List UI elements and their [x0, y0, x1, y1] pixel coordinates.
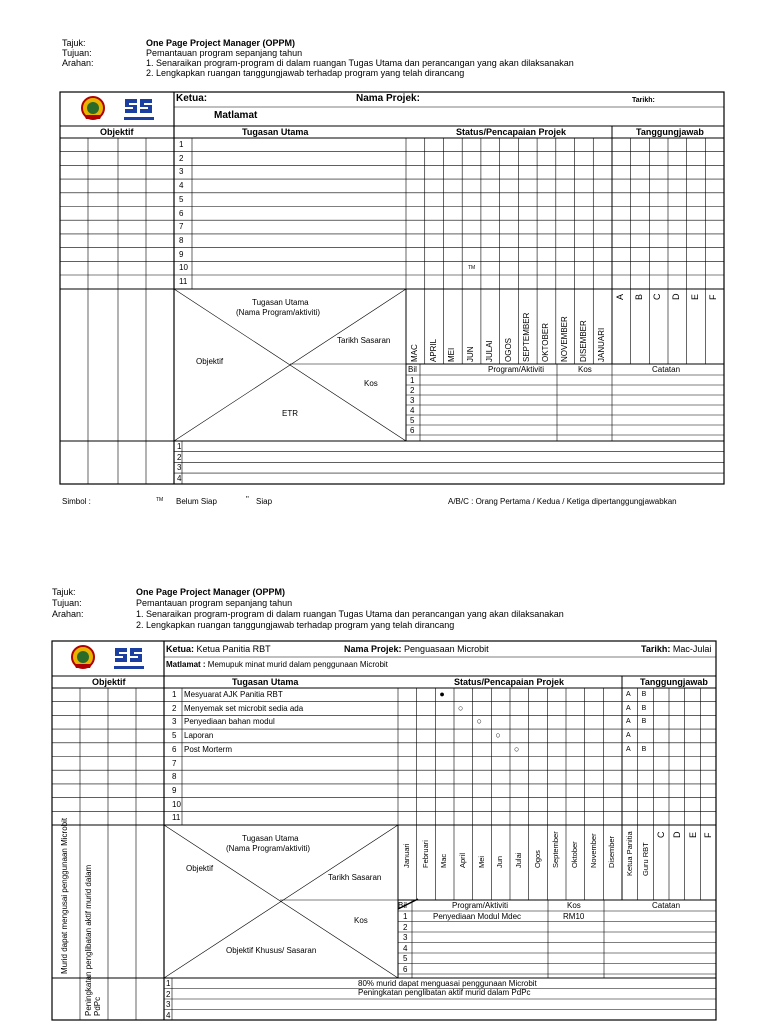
task-number: 11 [172, 813, 181, 823]
objektif-vertical-1: Murid dapat mengusai penggunaan Microbit [60, 817, 69, 974]
tujuan-label: Tujuan: [62, 48, 92, 58]
arahan-label: Arahan: [52, 609, 84, 619]
month-september: SEPTEMBER [522, 312, 532, 362]
month-april: April [458, 852, 467, 868]
tajuk-value: One Page Project Manager (OPPM) [146, 38, 296, 48]
bil-number: 6 [403, 964, 408, 974]
diagram-objektif-khusus: Objektif Khusus/ Sasaran [226, 946, 317, 955]
resp-letter-e: E [687, 831, 698, 838]
resp-person: Guru RBT [640, 842, 650, 876]
bottom-number: 3 [166, 1000, 171, 1009]
resp-letter-c: C [656, 831, 667, 838]
diagram-tarikh-sasaran: Tarikh Sasaran [337, 336, 391, 345]
matlamat-row [166, 660, 388, 670]
task-number: 6 [179, 208, 184, 218]
task-name: Menyemak set microbit sedia ada [184, 703, 304, 713]
progress-mark: ● [439, 689, 445, 699]
task-number: 9 [179, 249, 184, 259]
month-ogos: OGOS [503, 337, 513, 362]
matlamat-label: Matlamat : [166, 660, 206, 669]
task-number: 3 [172, 717, 177, 727]
ketua-row [166, 644, 271, 654]
arahan-line-1: 1. Senaraikan program-program di dalam ruangan Tugas Utama dan perancangan yang akan dilaksanakan [136, 609, 564, 619]
resp-letter-b: B [633, 293, 644, 300]
task-responsible: A [626, 732, 631, 740]
abc-legend: A/B/C : Orang Pertama / Kedua / Ketiga dipertanggungjawabkan [448, 497, 677, 506]
task-name: Penyediaan bahan modul [184, 717, 275, 727]
school-crest-icon [70, 644, 96, 670]
tujuan-label: Tujuan: [52, 598, 82, 608]
bil-number: 4 [410, 406, 415, 415]
matlamat-label: Matlamat [214, 110, 258, 121]
kos-row-1: RM10 [563, 912, 585, 921]
task-number: 7 [172, 758, 177, 768]
bil-number: 2 [410, 386, 415, 395]
bil-number: 3 [403, 933, 408, 942]
objektif-vertical-2: Peningkatan penglibatan aktif murid dalam PdPc [84, 864, 102, 1016]
bil-number: 5 [410, 416, 415, 425]
diagram-subtitle: (Nama Program/aktiviti) [236, 308, 321, 317]
bottom-number: 3 [177, 463, 182, 473]
progress-mark: ○ [514, 743, 520, 754]
task-number: 7 [179, 222, 184, 232]
arahan-label: Arahan: [62, 58, 94, 68]
month-april: APRIL [428, 338, 438, 362]
task-number: 1 [179, 140, 184, 149]
status-header: Status/Pencapaian Projek [456, 127, 567, 137]
resp-letter-a: A [615, 293, 625, 300]
kos-header: Kos [567, 901, 581, 910]
bottom-number: 1 [166, 979, 171, 988]
ketua-label: Ketua: [166, 644, 195, 654]
task-responsible: A [626, 745, 631, 753]
diagram-title: Tugasan Utama [252, 298, 309, 307]
bil-number: 2 [403, 922, 408, 932]
task-number: 8 [179, 235, 184, 245]
task-number: 8 [172, 772, 177, 782]
month-jun: Jun [495, 855, 505, 868]
task-number: 10 [179, 263, 188, 273]
task-responsible: B [641, 718, 647, 726]
status-header: Status/Pencapaian Projek [454, 677, 565, 687]
arahan-line-1: 1. Senaraikan program-program di dalam ruangan Tugas Utama dan perancangan yang akan dilaksanakan [146, 58, 574, 68]
resp-letter-f: F [708, 294, 719, 300]
month-mei: Mei [476, 855, 486, 868]
month-julai: JULAI [484, 340, 494, 362]
task-number: 3 [179, 167, 184, 177]
month-disember: Disember [607, 835, 617, 868]
nama-projek-value: Penguasaan Microbit [404, 644, 489, 654]
program-row-1: Penyediaan Modul Mdec [433, 912, 522, 921]
catatan-header: Catatan [652, 901, 681, 910]
task-number: 9 [172, 785, 177, 795]
task-number: 1 [172, 690, 177, 699]
diagram-subtitle: (Nama Program/aktiviti) [226, 844, 311, 853]
task-name: Mesyuarat AJK Panitia RBT [184, 690, 283, 699]
task-responsible: B [641, 691, 647, 698]
diagram-tarikh-sasaran: Tarikh Sasaran [328, 873, 382, 882]
month-oktober: Oktober [570, 841, 579, 868]
diagram-etr: ETR [282, 409, 298, 418]
bottom-number: 4 [177, 474, 182, 484]
month-september: September [551, 831, 561, 868]
ketua-value: Ketua Panitia RBT [196, 644, 271, 654]
matlamat-value: Memupuk minat murid dalam penggunaan Microbit [207, 660, 388, 669]
catatan-header: Catatan [652, 365, 681, 374]
month-mac: MAC [410, 344, 419, 362]
bil-number: 1 [410, 376, 415, 385]
progress-mark: ○ [476, 716, 483, 727]
month-mei: MEI [447, 347, 457, 362]
ministry-logo-icon [112, 644, 146, 670]
resp-letter-e: E [689, 293, 700, 300]
diagram-objektif: Objektif [186, 864, 214, 873]
month-julai: Julai [514, 852, 523, 868]
diagram-kos: Kos [354, 916, 368, 925]
task-name: Laporan [184, 731, 214, 741]
resp-letter-d: D [671, 293, 681, 300]
tajuk-label: Tajuk: [62, 38, 86, 48]
siap-label: Siap [256, 497, 273, 506]
task-responsible: A [626, 691, 631, 698]
task-number: 2 [172, 703, 177, 713]
bottom-number: 4 [166, 1010, 171, 1020]
bottom-text-2: Peningkatan penglibatan aktif murid dalam PdPc [358, 988, 531, 997]
tujuan-value: Pemantauan program sepanjang tahun [136, 598, 293, 608]
belum-siap-symbol: TM [156, 497, 164, 503]
belum-siap-mark: TM [468, 265, 476, 271]
tajuk-value: One Page Project Manager (OPPM) [136, 587, 286, 597]
month-februari: Februari [420, 840, 430, 868]
simbol-label: Simbol : [62, 497, 91, 506]
kos-header: Kos [578, 365, 592, 374]
task-responsible: B [641, 745, 647, 753]
resp-person: Ketua Panitia [625, 831, 634, 876]
bottom-number: 2 [166, 989, 171, 999]
task-number: 4 [179, 181, 184, 191]
resp-letter-f: F [703, 832, 714, 838]
tarikh-row [641, 644, 711, 654]
ketua-label: Ketua: [176, 93, 208, 104]
task-number: 11 [179, 277, 188, 286]
program-aktiviti-header: Program/Aktiviti [488, 365, 545, 374]
resp-letter-d: D [672, 831, 682, 838]
task-name: Post Morterm [184, 744, 233, 754]
month-disember: DISEMBER [578, 320, 588, 362]
tarikh-value: Mac-Julai [672, 644, 712, 654]
bottom-number: 1 [177, 442, 182, 451]
objektif-header: Objektif [92, 677, 126, 687]
bil-header: Bil [398, 901, 407, 910]
belum-siap-label: Belum Siap [176, 497, 217, 506]
diagram-objektif: Objektif [196, 357, 224, 366]
task-responsible: B [641, 704, 647, 712]
month-november: NOVEMBER [559, 316, 569, 362]
tugasan-utama-header: Tugasan Utama [242, 127, 309, 137]
task-number: 2 [179, 153, 184, 163]
task-responsible: A [626, 718, 631, 726]
diagram-kos: Kos [364, 379, 378, 388]
task-number: 10 [172, 799, 181, 809]
month-november: November [588, 833, 598, 868]
tanggungjawab-header: Tanggungjawab [640, 677, 708, 687]
nama-projek-label: Nama Projek: [344, 644, 402, 654]
bil-number: 4 [403, 943, 408, 953]
tarikh-label: Tarikh: [641, 644, 671, 654]
bil-header: Bil [408, 365, 417, 374]
program-aktiviti-header: Program/Aktiviti [452, 901, 509, 910]
month-jun: JUN [466, 346, 476, 362]
bottom-text-1: 80% murid dapat menguasai penggunaan Microbit [358, 979, 537, 988]
arahan-line-2: 2. Lengkapkan ruangan tanggungjawab terhadap program yang telah dirancang [136, 620, 455, 630]
nama-projek-row [344, 644, 489, 654]
resp-letter-c: C [652, 293, 663, 300]
objektif-header: Objektif [100, 127, 134, 137]
diagram-title: Tugasan Utama [242, 834, 299, 843]
progress-mark: ○ [495, 730, 501, 741]
task-number: 5 [172, 731, 177, 741]
arahan-line-2: 2. Lengkapkan ruangan tanggungjawab terhadap program yang telah dirancang [146, 68, 465, 78]
tujuan-value: Pemantauan program sepanjang tahun [146, 48, 303, 58]
task-responsible: A [626, 704, 631, 712]
bil-number: 6 [410, 426, 415, 435]
task-number: 6 [172, 744, 177, 754]
progress-mark: ○ [458, 702, 464, 713]
tarikh-label: Tarikh: [632, 97, 655, 104]
siap-symbol: " [246, 495, 249, 504]
nama-projek-label: Nama Projek: [356, 93, 420, 104]
month-januari: Januari [402, 843, 411, 868]
bil-number: 1 [403, 912, 408, 921]
bil-number: 5 [403, 954, 408, 963]
task-number: 5 [179, 194, 184, 204]
month-mac: Mac [439, 853, 449, 868]
tugasan-utama-header: Tugasan Utama [232, 677, 299, 687]
month-januari: JANUARI [597, 327, 607, 362]
month-ogos: Ogos [532, 850, 542, 868]
bil-number: 3 [410, 396, 415, 405]
bottom-number: 2 [177, 452, 182, 462]
month-oktober: OKTOBER [541, 323, 551, 362]
tajuk-label: Tajuk: [52, 587, 76, 597]
tanggungjawab-header: Tanggungjawab [636, 127, 704, 137]
